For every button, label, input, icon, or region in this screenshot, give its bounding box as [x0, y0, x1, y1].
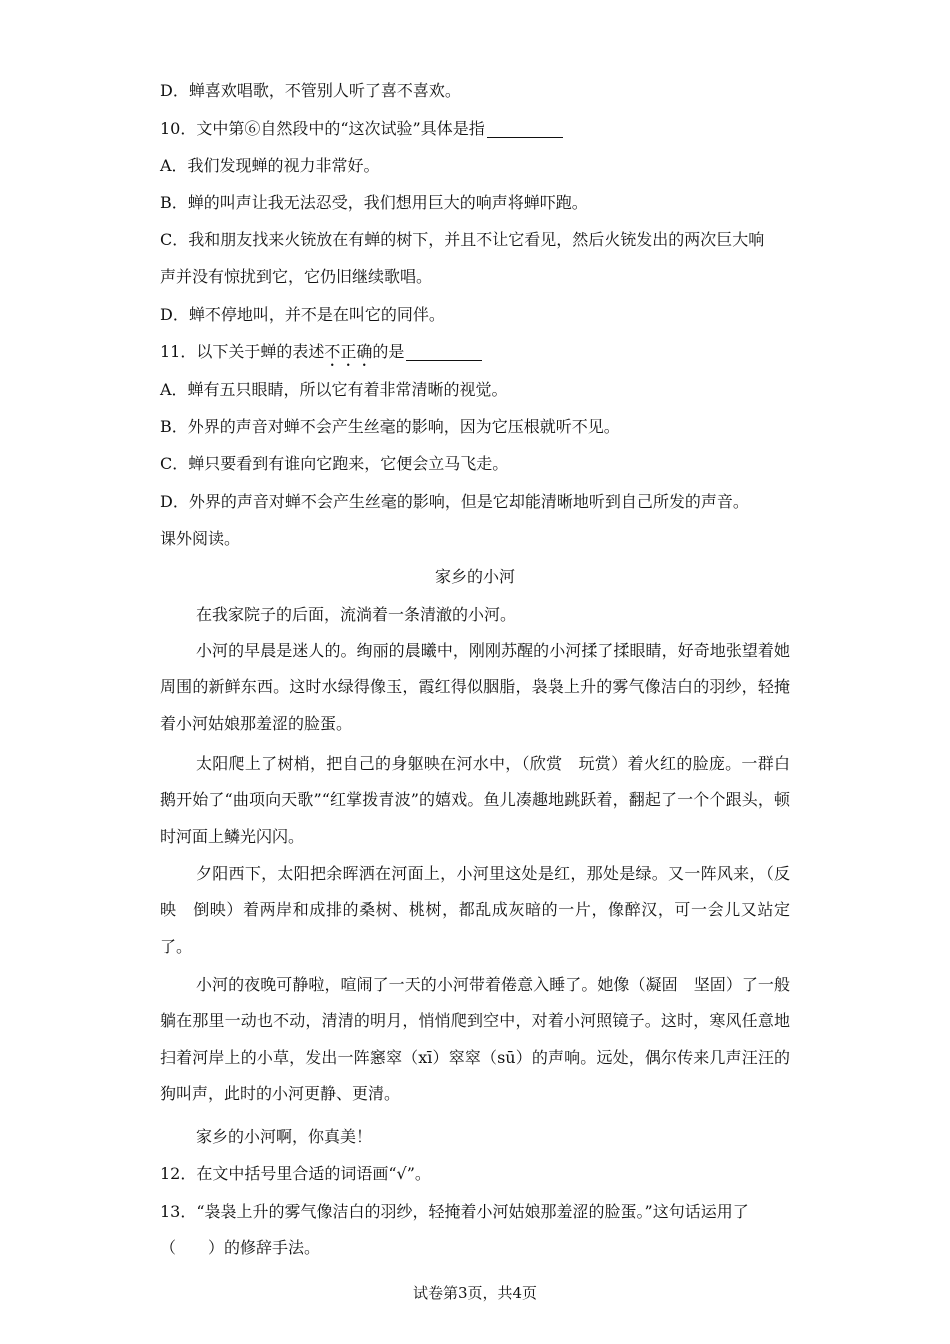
q10-option-d: D．蝉不停地叫，并不是在叫它的同伴。 [160, 305, 445, 324]
q10-answer-blank [487, 121, 563, 138]
article-paragraph-2: 小河的早晨是迷人的。绚丽的晨曦中，刚刚苏醒的小河揉了揉眼睛，好奇地张望着她周围的新鲜东西。这时水绿得像玉，霞红得似胭脂，袅袅上升的雾气像洁白的羽纱，轻掩着小河姑娘那羞涩的脸蛋。 [160, 641, 790, 733]
q10-stem [160, 118, 800, 140]
q9-option-d: D．蝉喜欢唱歌，不管别人听了喜不喜欢。 [160, 81, 461, 100]
article-paragraph-5: 小河的夜晚可静啦，喧闹了一天的小河带着倦意入睡了。她像（凝固 坚固）了一般躺在那里一动也不动，清清的明月，悄悄爬到空中，对着小河照镜子。这时，寒风任意地扫着河岸上的小草，发出一阵窸窣（xī）窣窣（sū）的声响。远处，偶尔传来几声汪汪的狗叫声，此时的小河更静、更清。 [160, 975, 790, 1103]
q11-option-c: C．蝉只要看到有谁向它跑来，它便会立马飞走。 [160, 454, 509, 473]
article-paragraph-4: 夕阳西下，太阳把余晖洒在河面上，小河里这处是红，那处是绿。又一阵风来，（反映 倒映）着两岸和成排的桑树、桃树，都乱成灰暗的一片，像醉汉，可一会儿又站定了。 [160, 864, 790, 956]
section-label: 课外阅读。 [160, 529, 241, 548]
q10-option-c-line1: C．我和朋友找来火铳放在有蝉的树下，并且不让它看见，然后火铳发出的两次巨大响 [160, 230, 765, 249]
q13-line1: 13．“袅袅上升的雾气像洁白的羽纱，轻掩着小河姑娘那羞涩的脸蛋。”这句话运用了 [160, 1202, 749, 1221]
article-paragraph-6: 家乡的小河啊，你真美！ [196, 1127, 373, 1146]
q11-stem-after: 的是 [372, 342, 405, 361]
page-footer: 试卷第3页，共4页 [412, 1284, 538, 1302]
q10-option-b: B．蝉的叫声让我无法忍受，我们想用巨大的响声将蝉吓跑。 [160, 193, 588, 212]
article-title: 家乡的小河 [434, 567, 515, 586]
q11-option-a: A．蝉有五只眼睛，所以它有着非常清晰的视觉。 [160, 380, 508, 399]
q11-answer-blank [406, 344, 482, 361]
q13-line2: （ ）的修辞手法。 [160, 1238, 321, 1257]
q11-option-b: B．外界的声音对蝉不会产生丝毫的影响，因为它压根就听不见。 [160, 417, 620, 436]
q10-option-a: A．我们发现蝉的视力非常好。 [160, 156, 380, 175]
article-paragraph-3: 太阳爬上了树梢，把自己的身躯映在河水中，（欣赏 玩赏）着火红的脸庞。一群白鹅开始了“曲项向天歌”“红掌拨青波”的嬉戏。鱼儿凑趣地跳跃着，翻起了一个个跟头，顿时河面上鳞光闪闪。 [160, 754, 790, 846]
q11-stem-emphasis: 不正确 [324, 342, 373, 361]
q12-stem: 12．在文中括号里合适的词语画“√”。 [160, 1164, 431, 1183]
article-paragraph-1: 在我家院子的后面，流淌着一条清澈的小河。 [196, 605, 517, 624]
q11-option-d: D．外界的声音对蝉不会产生丝毫的影响，但是它却能清晰地听到自己所发的声音。 [160, 492, 749, 511]
q10-option-c-line2: 声并没有惊扰到它，它仍旧继续歌唱。 [160, 267, 433, 286]
q11-stem [160, 341, 800, 370]
q10-stem-text: 10．文中第⑥自然段中的“这次试验”具体是指 [160, 119, 485, 138]
q11-stem-before: 11．以下关于蝉的表述 [160, 342, 325, 361]
